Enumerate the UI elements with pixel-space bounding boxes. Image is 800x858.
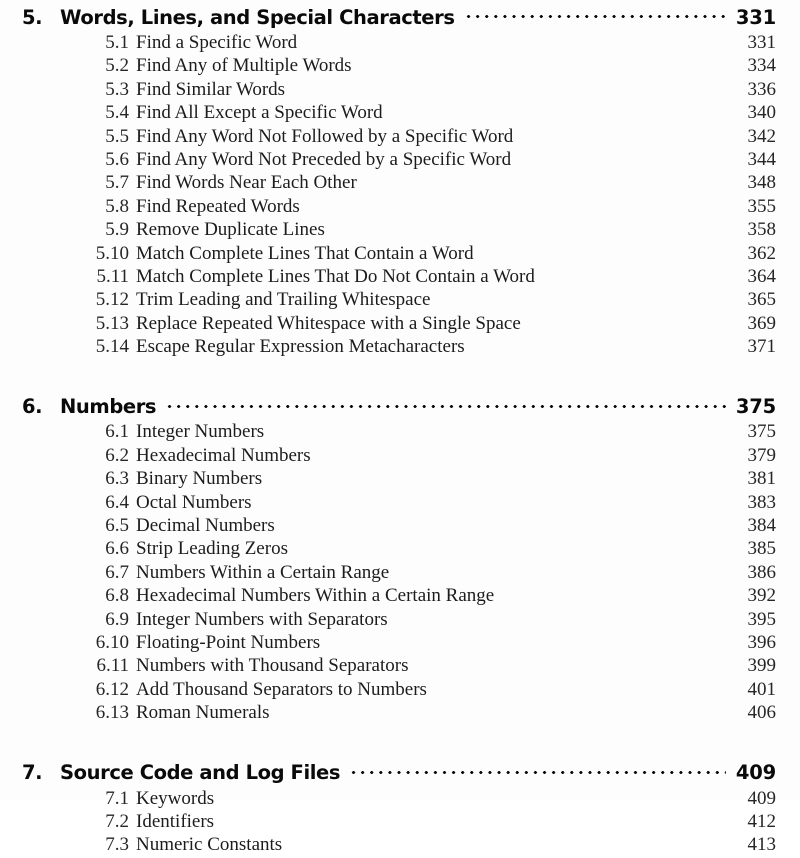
section-page-number: 409 bbox=[747, 787, 776, 809]
section-page-number: 364 bbox=[747, 265, 776, 287]
section-title: Numeric Constants bbox=[136, 834, 283, 856]
section-page-number: 399 bbox=[747, 655, 776, 677]
section-page-number: 342 bbox=[747, 125, 776, 147]
toc-entry[interactable] bbox=[0, 834, 800, 857]
toc-entry[interactable] bbox=[0, 243, 800, 266]
section-page-number: 386 bbox=[747, 561, 776, 583]
section-page-number: 396 bbox=[747, 631, 776, 653]
section-page-number: 383 bbox=[747, 491, 776, 513]
toc-entry[interactable] bbox=[0, 79, 800, 102]
section-title: Match Complete Lines That Contain a Word bbox=[136, 242, 474, 264]
section-number: 5.10 bbox=[95, 242, 129, 264]
section-page-number: 340 bbox=[747, 102, 776, 124]
toc-entry[interactable] bbox=[0, 811, 800, 834]
section-page-number: 406 bbox=[747, 702, 776, 724]
toc-entry[interactable] bbox=[0, 219, 800, 242]
section-title: Numbers Within a Certain Range bbox=[136, 561, 390, 583]
toc-entry[interactable] bbox=[0, 102, 800, 125]
chapter-number: 7. bbox=[22, 761, 43, 785]
toc-entry[interactable] bbox=[0, 445, 800, 468]
section-title: Escape Regular Expression Metacharacters bbox=[136, 336, 465, 358]
section-number: 5.14 bbox=[95, 336, 129, 358]
section-number: 6.2 bbox=[105, 444, 129, 466]
chapter-block bbox=[0, 393, 800, 725]
section-page-number: 344 bbox=[747, 148, 776, 170]
toc-entry[interactable] bbox=[0, 492, 800, 515]
chapter-heading[interactable] bbox=[0, 393, 800, 421]
section-page-number: 336 bbox=[747, 78, 776, 100]
toc-entry[interactable] bbox=[0, 313, 800, 336]
chapter-heading[interactable] bbox=[0, 760, 800, 788]
section-title: Floating-Point Numbers bbox=[136, 631, 321, 653]
dot-leader bbox=[349, 760, 726, 780]
section-number: 5.5 bbox=[105, 125, 129, 147]
section-number: 6.8 bbox=[105, 585, 129, 607]
section-title: Decimal Numbers bbox=[136, 515, 275, 537]
section-page-number: 348 bbox=[747, 172, 776, 194]
section-number: 7.2 bbox=[105, 810, 129, 832]
section-title: Roman Numerals bbox=[136, 702, 270, 724]
section-number: 5.12 bbox=[95, 289, 129, 311]
chapter-block bbox=[0, 0, 800, 359]
section-page-number: 384 bbox=[747, 515, 776, 537]
chapter-number: 5. bbox=[22, 5, 43, 29]
section-page-number: 334 bbox=[747, 55, 776, 77]
toc-entry[interactable] bbox=[0, 336, 800, 359]
toc-entry[interactable] bbox=[0, 149, 800, 172]
section-number: 6.1 bbox=[105, 421, 129, 443]
toc-entry[interactable] bbox=[0, 788, 800, 811]
section-title: Find Words Near Each Other bbox=[136, 172, 357, 194]
toc-entry[interactable] bbox=[0, 266, 800, 289]
section-page-number: 355 bbox=[747, 195, 776, 217]
section-title: Find Any of Multiple Words bbox=[136, 55, 352, 77]
section-page-number: 369 bbox=[747, 312, 776, 334]
section-number: 6.5 bbox=[105, 515, 129, 537]
section-number: 7.3 bbox=[105, 834, 129, 856]
section-page-number: 358 bbox=[747, 219, 776, 241]
toc-entry[interactable] bbox=[0, 196, 800, 219]
toc-entry[interactable] bbox=[0, 679, 800, 702]
section-title: Find Any Word Not Followed by a Specific Word bbox=[136, 125, 514, 147]
section-number: 6.12 bbox=[95, 678, 129, 700]
chapter-heading[interactable] bbox=[0, 4, 800, 32]
section-number: 5.4 bbox=[105, 102, 129, 124]
section-page-number: 401 bbox=[747, 678, 776, 700]
toc-entry[interactable] bbox=[0, 289, 800, 312]
section-title: Integer Numbers bbox=[136, 421, 265, 443]
toc-entry[interactable] bbox=[0, 32, 800, 55]
section-number: 5.3 bbox=[105, 78, 129, 100]
toc-entry[interactable] bbox=[0, 562, 800, 585]
toc-entry[interactable] bbox=[0, 421, 800, 444]
toc-entry[interactable] bbox=[0, 655, 800, 678]
toc-entry[interactable] bbox=[0, 538, 800, 561]
section-title: Match Complete Lines That Do Not Contain a Word bbox=[136, 265, 535, 287]
section-number: 6.7 bbox=[105, 561, 129, 583]
chapter-page-number: 331 bbox=[735, 5, 776, 29]
section-title: Integer Numbers with Separators bbox=[136, 608, 388, 630]
section-number: 5.6 bbox=[105, 148, 129, 170]
section-page-number: 413 bbox=[747, 834, 776, 856]
dot-leader bbox=[464, 4, 726, 24]
section-title: Numbers with Thousand Separators bbox=[136, 655, 409, 677]
section-number: 5.8 bbox=[105, 195, 129, 217]
chapter-page-number: 375 bbox=[735, 394, 776, 418]
toc-entry[interactable] bbox=[0, 515, 800, 538]
section-title: Find Repeated Words bbox=[136, 195, 300, 217]
section-number: 5.7 bbox=[105, 172, 129, 194]
section-page-number: 412 bbox=[747, 810, 776, 832]
section-number: 5.2 bbox=[105, 55, 129, 77]
chapter-page-number: 409 bbox=[735, 761, 776, 785]
section-title: Binary Numbers bbox=[136, 468, 263, 490]
section-page-number: 375 bbox=[747, 421, 776, 443]
section-page-number: 385 bbox=[747, 538, 776, 560]
section-number: 5.1 bbox=[105, 32, 129, 53]
section-page-number: 371 bbox=[747, 336, 776, 358]
section-title: Replace Repeated Whitespace with a Single Space bbox=[136, 312, 521, 334]
section-title: Strip Leading Zeros bbox=[136, 538, 288, 560]
section-number: 5.11 bbox=[96, 265, 129, 287]
section-title: Find a Specific Word bbox=[136, 32, 298, 53]
toc-entry[interactable] bbox=[0, 126, 800, 149]
chapter-title: Source Code and Log Files bbox=[60, 761, 341, 785]
section-title: Remove Duplicate Lines bbox=[136, 219, 325, 241]
section-title: Find Similar Words bbox=[136, 78, 286, 100]
section-number: 5.13 bbox=[95, 312, 129, 334]
toc-entry[interactable] bbox=[0, 702, 800, 725]
section-number: 6.13 bbox=[95, 702, 129, 724]
section-number: 6.3 bbox=[105, 468, 129, 490]
section-title: Keywords bbox=[136, 787, 215, 809]
section-page-number: 395 bbox=[747, 608, 776, 630]
section-title: Hexadecimal Numbers bbox=[136, 444, 311, 466]
toc-entry[interactable] bbox=[0, 55, 800, 78]
toc-entry[interactable] bbox=[0, 609, 800, 632]
section-page-number: 392 bbox=[747, 585, 776, 607]
toc-entry[interactable] bbox=[0, 632, 800, 655]
chapter-title: Numbers bbox=[60, 394, 157, 418]
section-title: Add Thousand Separators to Numbers bbox=[136, 678, 427, 700]
section-number: 5.9 bbox=[105, 219, 129, 241]
chapter-number: 6. bbox=[22, 394, 43, 418]
section-page-number: 331 bbox=[747, 32, 776, 53]
toc-entry[interactable] bbox=[0, 585, 800, 608]
toc-entry[interactable] bbox=[0, 172, 800, 195]
dot-leader bbox=[165, 393, 726, 413]
section-page-number: 381 bbox=[747, 468, 776, 490]
section-page-number: 379 bbox=[747, 444, 776, 466]
section-page-number: 362 bbox=[747, 242, 776, 264]
chapter-spacer bbox=[0, 726, 800, 760]
section-title: Trim Leading and Trailing Whitespace bbox=[136, 289, 431, 311]
chapter-spacer bbox=[0, 359, 800, 393]
section-number: 6.6 bbox=[105, 538, 129, 560]
section-title: Octal Numbers bbox=[136, 491, 252, 513]
section-title: Find Any Word Not Preceded by a Specific Word bbox=[136, 148, 512, 170]
section-title: Hexadecimal Numbers Within a Certain Range bbox=[136, 585, 495, 607]
section-number: 6.9 bbox=[105, 608, 129, 630]
toc-entry[interactable] bbox=[0, 468, 800, 491]
section-number: 6.11 bbox=[96, 655, 129, 677]
section-number: 7.1 bbox=[105, 787, 129, 809]
chapter-title: Words, Lines, and Special Characters bbox=[60, 5, 455, 29]
section-page-number: 365 bbox=[747, 289, 776, 311]
section-title: Find All Except a Specific Word bbox=[136, 102, 383, 124]
section-title: Identifiers bbox=[136, 810, 215, 832]
section-number: 6.10 bbox=[95, 631, 129, 653]
section-number: 6.4 bbox=[105, 491, 129, 513]
chapter-block bbox=[0, 760, 800, 858]
